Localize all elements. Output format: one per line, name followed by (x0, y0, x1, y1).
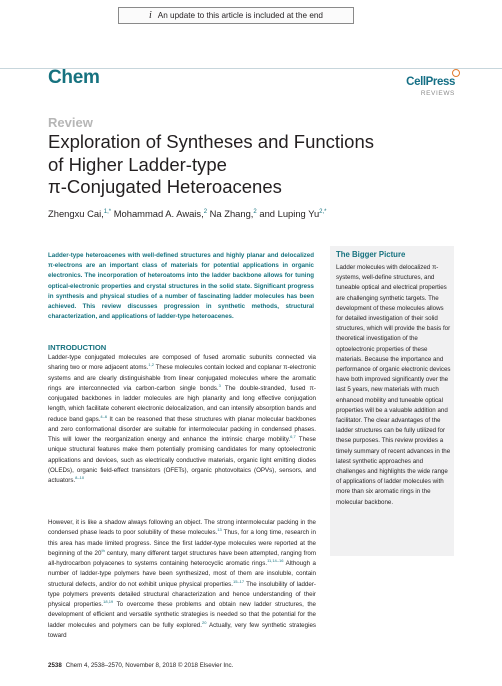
footer-citation: Chem 4, 2538–2570, November 8, 2018 © 2018 Elsevier Inc. (65, 662, 234, 669)
article-title (48, 131, 438, 199)
publisher-subtitle: REVIEWS (420, 90, 455, 97)
text-run: These unique structural features make them potentially promising candidates for many optoelectronic applications and devices, such as electrically conductive materials, organic light emitting diodes (OLEDs), organic field-effect transistors (OFETs), organic photovoltaics (OPVs), sensors, and actuators. (48, 436, 316, 484)
bigger-picture-box (330, 246, 454, 556)
info-icon: i (148, 10, 152, 21)
publisher-name: CellPress (406, 76, 455, 88)
citation-ref[interactable]: 8–10 (75, 474, 85, 480)
citation-ref[interactable]: 6,7 (290, 433, 296, 439)
article-type-label: Review (48, 115, 93, 130)
citation-ref[interactable]: th (101, 547, 105, 553)
citation-ref[interactable]: 3 (218, 382, 221, 388)
cellpress-ring-icon (452, 69, 460, 77)
text-run: These molecules contain locked and coplanar π-electronic systems and are clearly distinguishable from linear conjugated molecules where the aromatic rings are interconnected via carbon-carbon single bonds. (48, 364, 316, 392)
affiliation-marker[interactable]: 2 (203, 208, 208, 215)
text-run: Actually, very few synthetic strategies toward (48, 621, 316, 639)
summary-paragraph: Ladder-type heteroacenes with well-defined structures and highly planar and delocalized π-electrons are an important class of materials for potential applications in organic electronics. The incorporation of heteroatoms into the ladder backbone allows for tuning optical-electronic properties and crystal structures in the solid state. Significant progress in synthesis and physical studies of a number of fascinating ladder molecules has been achieved. This review discusses progression in synthetic methods, structural characterization, and applications of ladder-type heteroacenes. (48, 252, 314, 321)
affiliation-marker[interactable]: 2 (253, 208, 257, 215)
affiliation-marker[interactable]: 2,* (319, 208, 327, 215)
citation-ref[interactable]: 20 (201, 619, 207, 625)
bigger-picture-title: The Bigger Picture (336, 250, 406, 259)
text-run: However, it is like a shadow always following an object. The strong intermolecular packing in the condensed phase leads to poor solubility of these molecules. (48, 519, 316, 537)
journal-logo: Chem (48, 67, 100, 88)
update-notice-banner[interactable] (118, 7, 354, 24)
text-run: century, many different target structures have been attempted, ranging from all-hydrocarbon polyacenes to systems containing heterocyclic aromatic rings. (48, 549, 317, 567)
bigger-picture-text: Ladder molecules with delocalized π-systems, well-define structures, and tuneable optical and electrical properties are challenging synthetic targets. The development of these molecules allows for detailed investigation of their solid structures, which will provide the basis for theoretical investigation of the optoelectronic properties of these materials. Because the importance and performance of organic electronic devices have both improved significantly over the last 5 years, new materials with much enhanced mobility and tuneable optical properties will be a valuable addition and facilitator. The clear advantages of the ladder structures can be fully utilized for these purposes. This review provides a timely summary of recent advances in the latest synthetic approaches and challenges and highlights the wide range of applications of ladder molecules with more than six aromatic rings in the molecular backbone. (336, 264, 451, 506)
citation-ref[interactable]: 11,14–16 (267, 557, 284, 563)
text-run: The insolubility of ladder-type polymers prevents detailed structural characterization and hence understanding of their physical properties. (48, 580, 316, 608)
title-line: of Higher Ladder-type (48, 153, 227, 175)
text-run: Although a number of ladder-type polymers have been synthesized, most of them are insoluble, contain structural defects, and/or do not exhibit unique physical properties. (48, 560, 316, 588)
author-name[interactable]: Zhengxu Cai, (48, 208, 104, 219)
citation-ref[interactable]: 4–6 (100, 413, 108, 419)
affiliation-marker[interactable]: 1,* (103, 208, 112, 215)
introduction-heading: INTRODUCTION (48, 343, 107, 352)
text-run: It can be reasoned that these structures with planar molecular backbones and zero conformational disorder are suitable for intermolecular packing in condensed phases. This will lower the reorganization energy and enhance the intrinsic charge mobility. (48, 415, 316, 443)
text-run: The double-stranded, fused π-conjugated backbones in ladder molecules are high planarity and long effective conjugation length, which facilitate coherent electronic delocalization, and can intensify absorption bands and reduce band gaps. (48, 384, 316, 423)
author-name[interactable]: and Luping Yu (256, 208, 320, 219)
citation-ref[interactable]: 13 (217, 527, 222, 533)
text-run: Thus, for a long time, research in this area has made limited progress. Since the first ladder-type molecules were reported at the beginning of the 20 (48, 529, 316, 557)
author-name[interactable]: Na Zhang, (207, 208, 254, 219)
body-paragraph (48, 353, 316, 486)
text-run: To overcome these problems and obtain new ladder structures, the development of efficient and versatile synthetic strategies is needed so that the potential for the ladder molecules and polymers can be fully explored. (48, 601, 316, 629)
author-name[interactable]: Mohammad A. Awais, (111, 208, 204, 219)
author-list (48, 208, 327, 219)
publisher-logo (380, 72, 455, 98)
page-number: 2538 (48, 662, 62, 669)
citation-ref[interactable]: 1,2 (148, 362, 154, 368)
text-run: Ladder-type conjugated molecules are composed of fused aromatic subunits connected via sharing two or more adjacent atoms. (48, 354, 316, 372)
page-footer (48, 662, 233, 669)
citation-ref[interactable]: 18,19 (103, 598, 114, 604)
update-notice-text: An update to this article is included at the end (157, 11, 323, 20)
body-paragraph (48, 518, 316, 641)
citation-ref[interactable]: 15–17 (232, 578, 245, 584)
title-line: Exploration of Syntheses and Functions (48, 131, 374, 152)
title-line: π-Conjugated Heteroacenes (48, 176, 282, 197)
